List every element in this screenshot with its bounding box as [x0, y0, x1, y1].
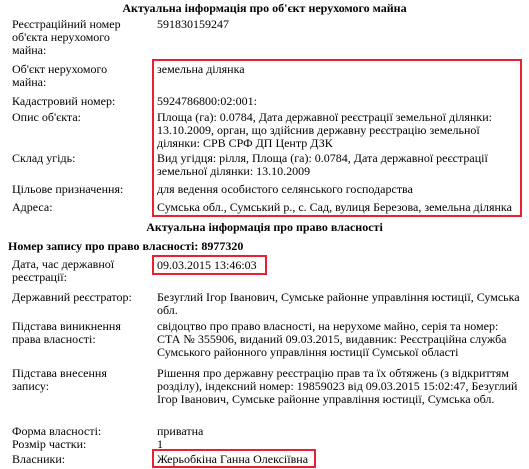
- label-ownership-form: Форма власності:: [12, 424, 102, 438]
- value-ownership-basis: свідоцтво про право власності, на нерухоме майно, серія та номер: СТА № 355906, виданий 09.03.2015, видавник: Реєстраційна служба Сумського районного управління юстиції Сумської області: [157, 319, 507, 359]
- value-address: Сумська обл., Сумський р., с. Сад, вулиця Березова, земельна ділянка: [157, 200, 512, 214]
- label-registration-date: Дата, час державної реєстрації:: [12, 257, 115, 284]
- value-registrar: Безуглий Ігор Іванович, Сумське районне управління юстиції, Сумська обл.: [157, 290, 520, 317]
- value-registration-date: 09.03.2015 13:46:03: [157, 258, 257, 272]
- label-owners: Власники:: [12, 452, 66, 466]
- section-title-ownership: Актуальна інформація про право власності: [146, 220, 383, 234]
- label-registrar: Державний реєстратор:: [12, 290, 132, 304]
- value-owners: Жерьобкіна Ганна Олексіївна: [157, 452, 309, 466]
- value-cadastral-number: 5924786800:02:001:: [157, 94, 258, 108]
- value-purpose: для ведення особистого селянського господарства: [157, 182, 413, 196]
- value-object-description: Площа (га): 0.0784, Дата державної реєстрації земельної ділянки: 13.10.2009, орган, що здійснив державну реєстрацію земельної ділянки: СРВ СРФ ДП Центр ДЗК: [157, 110, 492, 150]
- label-ownership-basis: Підстава виникнення права власності:: [12, 319, 121, 346]
- value-share-size: 1: [157, 437, 163, 451]
- highlight-box-registration-date: [152, 255, 267, 275]
- section-title-object: Актуальна інформація про об'єкт нерухомого майна: [122, 1, 407, 15]
- label-share-size: Розмір частки:: [12, 437, 87, 451]
- label-address: Адреса:: [12, 200, 53, 214]
- ownership-record-number: Номер запису про право власності: 8977320: [8, 239, 244, 253]
- label-record-basis: Підстава внесення запису:: [12, 366, 107, 393]
- label-registration-number: Реєстраційний номер об'єкта нерухомого майна:: [12, 17, 121, 57]
- label-land-composition: Склад угідь:: [12, 151, 76, 165]
- label-object-description: Опис об'єкта:: [12, 110, 81, 124]
- value-land-composition: Вид угідця: рілля, Площа (га): 0.0784, Дата державної реєстрації земельної ділянки: 13.10.2009: [157, 151, 488, 178]
- value-ownership-form: приватна: [157, 424, 204, 438]
- value-registration-number: 591830159247: [157, 17, 229, 31]
- value-object-type: земельна ділянка: [157, 62, 245, 76]
- label-cadastral-number: Кадастровий номер:: [12, 94, 116, 108]
- value-record-basis: Рішення про державну реєстрацію прав та їх обтяжень (з відкриттям розділу), індексний номер: 19859023 від 09.03.2015 15:02:47, Безуглий Ігор Іванович, Сумське районне управління юстиції, Сумська обл.: [157, 366, 518, 406]
- label-object-type: Об'єкт нерухомого майна:: [12, 62, 108, 89]
- highlight-box-owners: [152, 449, 316, 468]
- label-purpose: Цільове призначення:: [12, 182, 124, 196]
- highlight-box-object-details: [152, 59, 522, 217]
